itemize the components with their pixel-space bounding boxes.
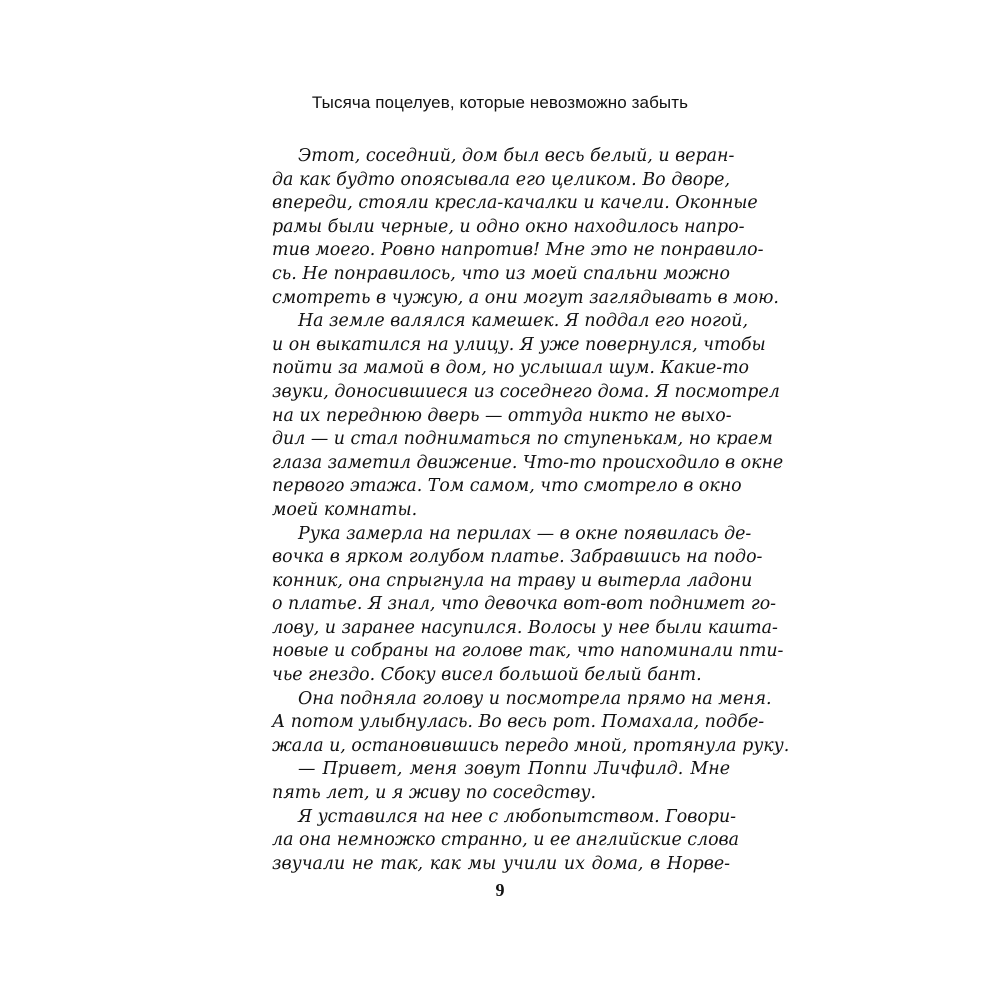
text-line: о платье. Я знал, что девочка вот-вот поднимет го-	[272, 594, 777, 615]
text-line: и он выкатился на улицу. Я уже повернулся, чтобы	[272, 334, 766, 355]
text-line: впереди, стояли кресла-качалки и качели. Оконные	[272, 193, 758, 214]
text-line: Этот, соседний, дом был весь белый, и веран-	[298, 146, 735, 166]
text-line: звуки, доносившиеся из соседнего дома. Я посмотрел	[272, 381, 780, 402]
text-line: моей комнаты.	[272, 499, 418, 520]
text-line: — Привет, меня зовут Поппи Личфилд. Мне	[298, 759, 730, 780]
running-title: Тысяча поцелуев, которые невозможно забыть	[311, 93, 689, 112]
text-line: чье гнездо. Сбоку висел большой белый бант.	[272, 665, 702, 686]
text-line: жала и, остановившись передо мной, протянула руку.	[272, 735, 790, 756]
text-line: глаза заметил движение. Что-то происходило в окне	[272, 452, 784, 473]
text-line: дил — и стал подниматься по ступенькам, но краем	[272, 429, 773, 450]
text-line: На земле валялся камешек. Я поддал его ногой,	[298, 311, 748, 332]
text-line: сь. Не понравилось, что из моей спальни можно	[272, 263, 730, 284]
text-line: Рука замерла на перилах — в окне появилась де-	[298, 523, 752, 544]
body-text	[272, 145, 790, 876]
text-line: первого этажа. Том самом, что смотрело в окно	[272, 476, 742, 497]
text-line: вочка в ярком голубом платье. Забравшись на подо-	[272, 547, 763, 568]
text-line: пойти за мамой в дом, но услышал шум. Какие-то	[272, 358, 750, 379]
text-line: новые и собраны на голове так, что напоминали пти-	[272, 641, 784, 662]
text-line: Она подняла голову и посмотрела прямо на меня.	[298, 688, 772, 709]
text-line: на их переднюю дверь — оттуда никто не выхо-	[272, 405, 732, 426]
text-line: Я уставился на нее с любопытством. Говори-	[298, 806, 737, 827]
page-number: 9	[495, 880, 505, 900]
text-line: смотреть в чужую, а они могут заглядывать в мою.	[272, 287, 779, 308]
text-line: звучали не так, как мы учили их дома, в Норве-	[272, 853, 730, 874]
text-line: пять лет, и я живу по соседству.	[272, 783, 597, 804]
text-line: тив моего. Ровно напротив! Мне это не понравило-	[272, 240, 764, 261]
text-line: конник, она спрыгнула на траву и вытерла ладони	[272, 570, 753, 591]
text-line: рамы были черные, и одно окно находилось напро-	[272, 216, 745, 237]
text-line: да как будто опоясывала его целиком. Во дворе,	[272, 169, 730, 190]
text-line: А потом улыбнулась. Во весь рот. Помахала, подбе-	[272, 712, 765, 733]
text-line: ла она немножко странно, и ее английские слова	[272, 830, 740, 851]
text-line: лову, и заранее насупился. Волосы у нее были кашта-	[272, 617, 778, 638]
